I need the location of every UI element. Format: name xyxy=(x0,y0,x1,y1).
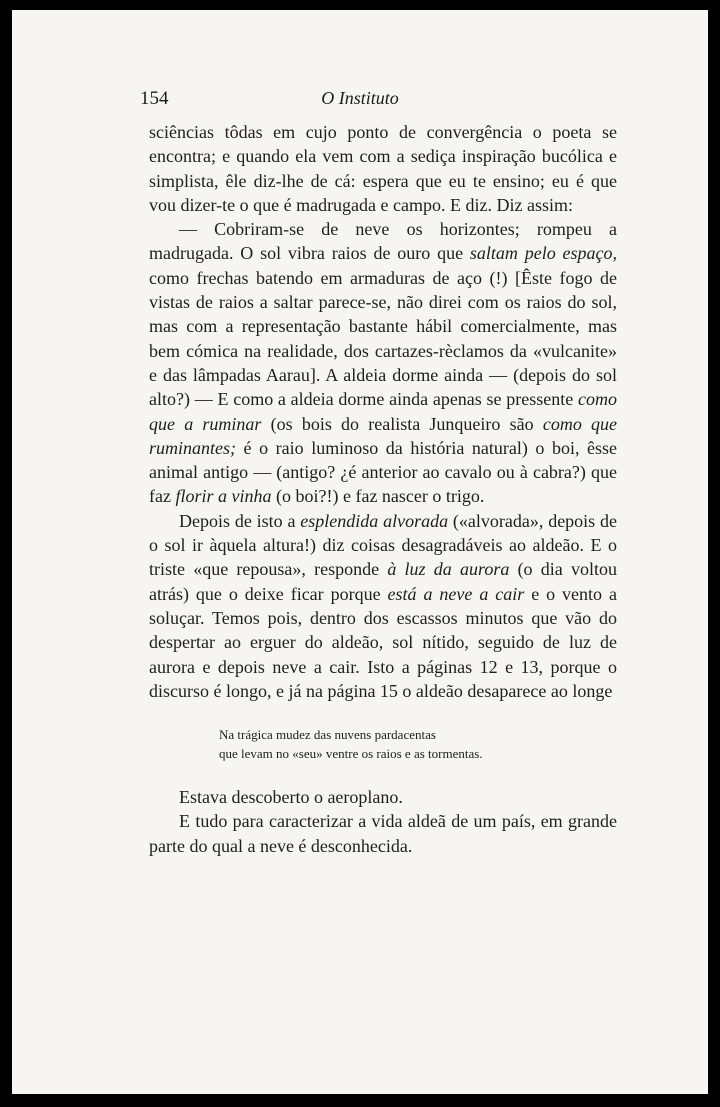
italic-run: como que ruminantes; xyxy=(149,413,618,458)
text-run: (o dia voltou atrás) que o deixe ficar porque xyxy=(149,559,617,604)
italic-run: esplendida alvorada xyxy=(300,510,449,531)
paragraph: E tudo para caracterizar a vida aldeã de um país, em grande parte do qual a neve é desconhecida. xyxy=(149,811,617,856)
text-run: é o raio luminoso da história natural) o boi, êsse animal antigo — (antigo? ¿é anterior ao cavalo ou à cabra?) que faz xyxy=(149,437,617,507)
body-text xyxy=(149,120,617,858)
italic-run: saltam pelo espaço, xyxy=(469,243,617,264)
prose-section xyxy=(149,120,617,703)
text-run: Depois de isto a xyxy=(179,510,301,531)
paragraph xyxy=(149,120,617,217)
text-run: (o boi?!) e faz nascer o trigo. xyxy=(271,486,485,507)
italic-run: à luz da aurora xyxy=(387,559,510,580)
italic-run: florir a vinha xyxy=(175,486,272,507)
text-run: — Cobriram-se de neve os horizontes; rompeu a madrugada. O sol vibra raios de ouro que xyxy=(149,219,617,264)
paragraph xyxy=(149,217,617,509)
page-number: 154 xyxy=(140,88,169,109)
page-header xyxy=(12,74,708,114)
paragraph xyxy=(149,509,617,703)
text-run: sciências tôdas em cujo ponto de convergência o poeta se encontra; e quando ela vem com a sediça inspiração bucólica e simplista, êle diz-lhe de cá: espera que eu te ensino; eu é que vou dizer-te o que é madrugada e campo. E diz. Diz assim: xyxy=(149,122,617,215)
italic-run: está a neve a cair xyxy=(387,583,525,604)
verse-line: que levam no «seu» ventre os raios e as tormentas. xyxy=(219,746,483,762)
paragraph: Estava descoberto o aeroplano. xyxy=(179,787,403,808)
quoted-verse xyxy=(219,725,617,763)
text-run: e o vento a soluçar. Temos pois, dentro dos escassos minutos que vão do despertar ao erguer do aldeão, sol nítido, seguido de luz de aurora e depois neve a cair. Isto a páginas 12 e 13, porque o discurso é longo, e já na página 15 o aldeão desaparece ao longe xyxy=(149,583,617,701)
text-run: (os bois do realista Junqueiro são xyxy=(261,413,543,434)
running-title: O Instituto xyxy=(321,88,399,108)
book-page xyxy=(12,10,708,1094)
verse-line: Na trágica mudez das nuvens pardacentas xyxy=(219,727,436,743)
closing-section xyxy=(149,785,617,858)
text-run: («alvorada», depois de o sol ir àquela altura!) diz coisas desagradáveis ao aldeão. E o triste «que repousa», responde xyxy=(149,510,618,580)
italic-run: como que a ruminar xyxy=(149,389,617,434)
text-run: como frechas batendo em armaduras de aço (!) [Êste fogo de vistas de raios a saltar parece-se, não direi com os raios do sol, mas com a representação bastante hábil comercialmente, mas bem cómica na realidade, dos cartazes-rèclamos da «vulcanite» e das lâmpadas Aarau]. A aldeia dorme ainda — (depois do sol alto?) — E como a aldeia dorme ainda apenas se pressente xyxy=(149,267,617,410)
